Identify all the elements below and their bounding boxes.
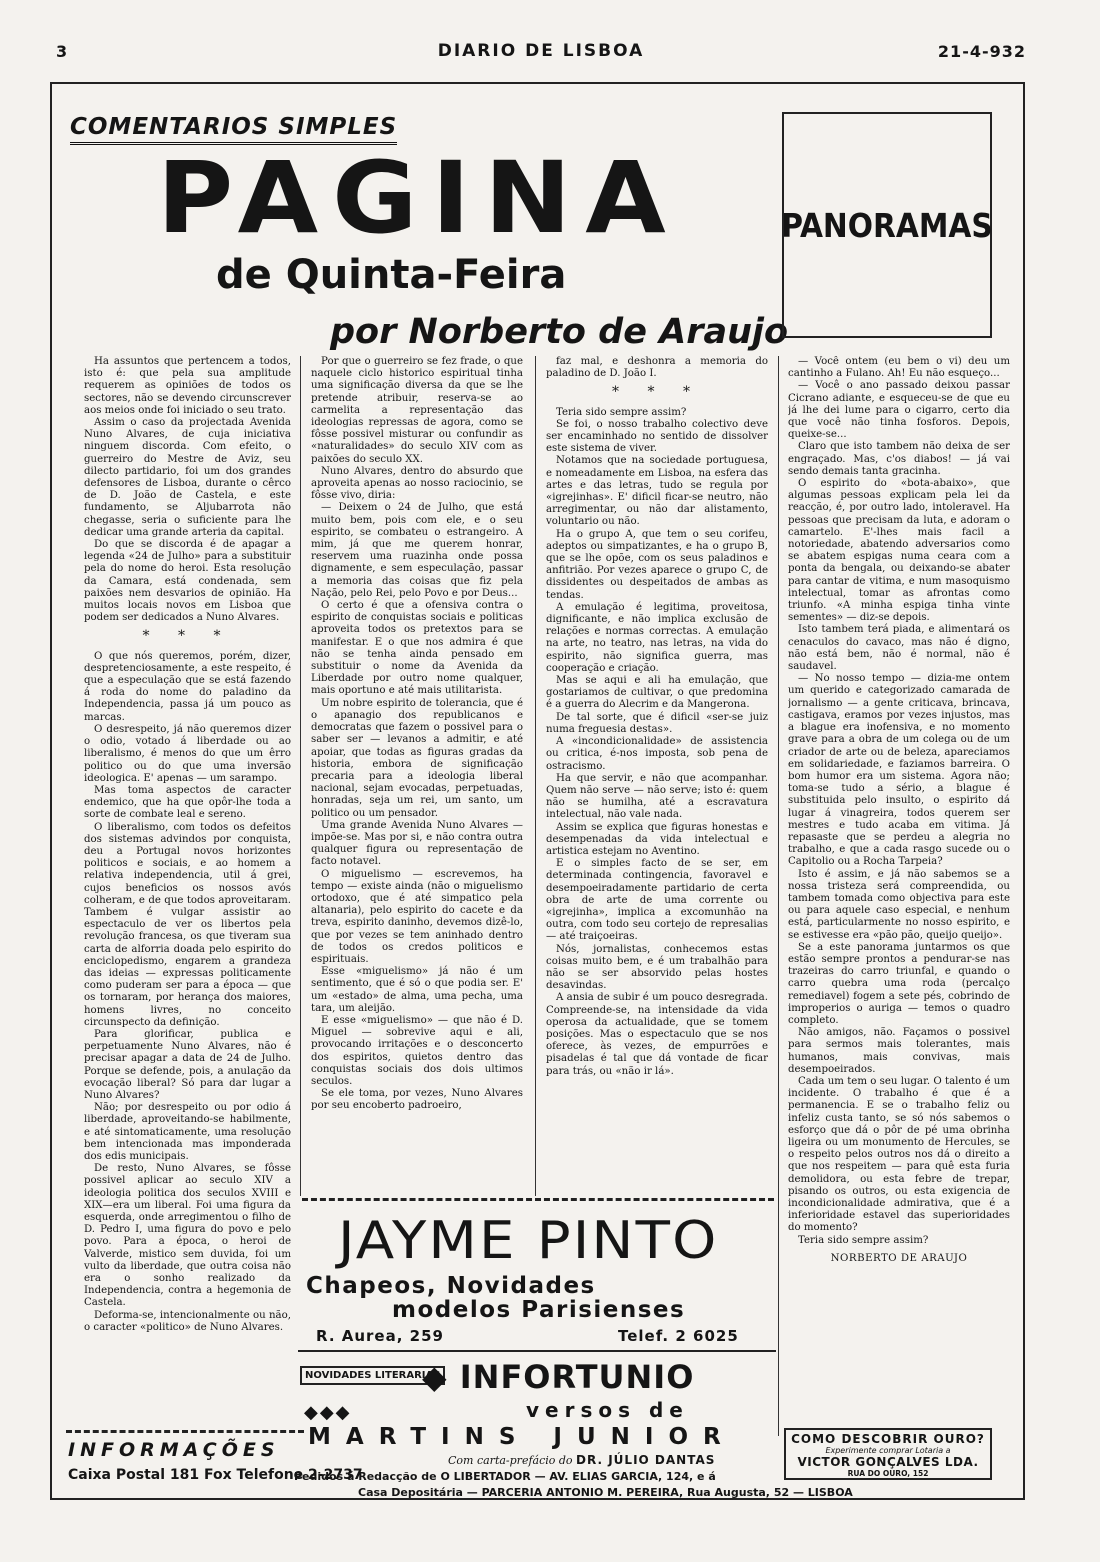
paragraph: Isto tambem terá piada, e alimentará os cenaculos do cavaco, mas não é digno, não está bem, não é normal, não é saudavel.: [788, 624, 1010, 673]
article-frame: [50, 82, 1025, 1500]
masthead: DIARIO DE LISBOA: [437, 41, 645, 61]
paragraph: Deforma-se, intencionalmente ou não, o caracter «politico» de Nuno Alvares.: [84, 1309, 291, 1333]
paragraph: Teria sido sempre assim?: [556, 406, 687, 418]
book-title: ◆ INFORTUNIO: [422, 1358, 695, 1396]
paragraph: O espirito do «bota-abaixo», que algumas pessoas explicam pela lei da reacção, é, por outro lado, intoleravel. Ha pessoas que precisam da luta, e adoram o camartelo. E'-lhes mais facil a notoriedade, abatendo adversarios como se abatem espigas numa ceara com a ponta da bengala, ou deixando-se abater para cantar de vitima, e num masoquismo intelectual, tomar as afrontas como triunfo. «A minha espiga tinha vinte sementes» — diz-se depois.: [788, 478, 1010, 624]
panoramas-box: [782, 112, 992, 338]
paragraph: Notamos que na sociedade portuguesa, e nomeadamente em Lisboa, na esfera das artes e das letras, tudo se regula por «igrejinhas». E' dificil ficar-se neutro, não arregimentar, ou não dar alistamento, voluntario ou não.: [546, 455, 768, 528]
paragraph: Para glorificar, publica e perpetuamente Nuno Alvares, não é precisar apagar a data de 24 de Julho. Porque se defende, pois, a anulação da evocação liberal? Só para dar lugar a Nuno Alvares?: [84, 1028, 291, 1101]
paragraph: — No nosso tempo — dizia-me ontem um querido e categorizado camarada de jornalismo — a gente criticava, brincava, castigava, eramos por vezes injustos, mas a blague era inofensiva, e no momento grave para a obra de um colega ou de um criador de arte ou de beleza, apareciamos em solidariedade, e faziamos barreira. O bom humor era um sistema. Agora não; toma-se tudo a sério, a blague é substituida pelo insulto, o espirito dá lugar á vinagreira, todos querem ser mestres e tudo acaba em vitima. Já repasaste que se perdeu a alegria no trabalho, e que a cada rasgo sucede ou o Capitolio ou a Rocha Tarpeia?: [788, 673, 1010, 868]
ad-orders-line: Pedidos á Redacção de O LIBERTADOR — AV. ELIAS GARCIA, 124, e á: [294, 1470, 716, 1483]
ad-brand-name: JAYME PINTO: [338, 1211, 719, 1271]
paragraph: A «incondicionalidade» de assistencia ou critica, é-nos imposta, sob pena de ostracismo.: [546, 736, 768, 772]
paragraph: Ha que servir, e não que acompanhar. Quem não serve — não serve; isto é: quem não se humilha, até a escravatura intelectual, não vale nada.: [546, 772, 768, 821]
panoramas-label: PANORAMAS: [781, 205, 993, 245]
paragraph: Isto é assim, e já não sabemos se a nossa tristeza será compreendida, ou tambem tomada como objectiva para este ou para aquele caso especial, e nenhum está, particularmente no nosso espirito, e se estivesse era «pão pão, queijo queijo».: [788, 868, 1010, 941]
lottery-ad: [784, 1428, 992, 1480]
ad-address: RUA DO OURO, 152: [847, 1469, 929, 1478]
ad-tag: NOVIDADES LITERARIAS: [300, 1366, 445, 1385]
paragraph: Não amigos, não. Façamos o possivel para sermos mais tolerantes, mais humanos, mais convivas, mais desempoeirados.: [788, 1027, 1010, 1075]
paragraph: O desrespeito, já não queremos dizer o odio, votado á liberdade ou ao liberalismo, é menos do que um êrro politico ou do que uma inversão ideologica. E' apenas — um sarampo.: [84, 723, 291, 784]
column-rule: [300, 356, 301, 1196]
ad-address: R. Aurea, 259: [316, 1327, 444, 1345]
book-subtitle: versos de: [526, 1398, 689, 1422]
paragraph: Assim o caso da projectada Avenida Nuno Alvares, de cuja iniciativa ninguem discorda. Com efeito, o guerreiro do Mestre de Aviz, seu dilecto partidario, foi um dos grandes defensores de Lisboa, durante o cêrco de D. João de Castela, e este fundamento, se Aljubarrota não chegasse, seria o suficiente para lhe dedicar uma grande arteria da capital.: [84, 417, 291, 538]
paragraph: E o simples facto de se ser, em determinada contingencia, favoravel e desempoeiradamente partidario de certa obra de arte de uma corrente ou «igrejinha», implica a excomunhão na outra, com todo seu cortejo de represalias — até traiçoeiras.: [546, 858, 768, 943]
article-column-4: [788, 356, 1010, 1416]
author-signature: NORBERTO DE ARAUJO: [830, 1252, 968, 1264]
section-kicker: COMENTARIOS SIMPLES: [70, 114, 397, 145]
paragraph: De tal sorte, que é dificil «ser-se juiz numa freguesia destas».: [546, 711, 768, 735]
article-column-3: [546, 356, 768, 1191]
paragraph: O liberalismo, com todos os defeitos dos sistemas advindos por conquista, deu a Portugal novos horizontes politicos e sociais, e ao homem a relativa independencia, util á grei, cujos beneficios os nossos avós colheram, e de que todos aproveitaram. Tambem é vulgar assistir ao espectaculo de ver os libertos pela revolução francesa, os que tiveram sua carta de alforria doada pelo espirito do enciclopedismo, engarem a grandeza das ideias — expressas politicamente como puderam ser para a época — que os tornaram, por herança dos maiores, homens livres, no conceito circunspecto da definição.: [84, 821, 291, 1028]
paragraph: Se a este panorama juntarmos os que estão sempre prontos a pendurar-se nas trazeiras do carro triunfal, e quando o carro quebra uma roda (percalço remediavel) fogem a sete pés, cobrindo de improperios o auriga — temos o quadro completo.: [788, 941, 1010, 1026]
headline: PAGINA: [157, 140, 680, 256]
paragraph: Teria sido sempre assim?: [798, 1234, 929, 1246]
paragraph: Nuno Alvares, dentro do absurdo que aproveita apenas ao nosso raciocinio, se fôsse vivo, diria:: [311, 465, 523, 502]
page-header: [56, 38, 1026, 68]
paragraph: Cada um tem o seu lugar. O talento é um incidente. O trabalho é que é a permanencia. E se o trabalho feliz ou infeliz custa tanto, se só nós sabemos o esforço que dá o pôr de pé uma obrinha ligeira ou um monumento de Hercules, se o respeito pelos outros nos dá o direito a que nos respeitem — para quê esta furia demolidora, ou esta febre de trepar, pisando os outros, ou esta exigencia de incondicionalidade admirativa, que é a inferioridade estavel das superioridades do momento?: [788, 1075, 1010, 1234]
paragraph: Claro que isto tambem não deixa de ser engraçado. Mas, c'os diabos! — já vai sendo demais tanta gracinha.: [788, 441, 1010, 477]
ad-line: Chapeos, Novidades: [306, 1273, 596, 1299]
paragraph: O que nós queremos, porém, dizer, despretenciosamente, a este respeito, é que a especulação que se está fazendo á roda do nome do paladino da Independencia, passa já um pouco as marcas.: [84, 650, 291, 723]
paragraph: A emulação é legitima, proveitosa, dignificante, e não implica exclusão de relações e normas correctas. A emulação na arte, no teatro, nas letras, na vida do espirito, não significa guerra, mas cooperação e criação.: [546, 601, 768, 674]
preface-prefix: Com carta-prefácio do: [448, 1454, 573, 1467]
paragraph: De resto, Nuno Alvares, se fôsse possivel aplicar ao seculo XIV a ideologia politica dos seculos XVIII e XIX—era um liberal. Foi uma figura da esquerda, onde arregimentou o filho de D. Pedro I, uma figura do povo e pelo povo. Para a época, o heroi de Valverde, mistico sem duvida, foi um vulto da liberdade, que outra coisa não era o sonho realizado da Independencia, contra a hegemonia de Castela.: [84, 1163, 291, 1309]
diamond-icon: ◆◆◆: [304, 1402, 352, 1423]
paragraph: — Você ontem (eu bem o vi) deu um cantinho a Fulano. Ah! Eu não esqueço...: [788, 356, 1010, 380]
column-rule: [535, 356, 536, 1196]
section-break: * * *: [612, 384, 702, 401]
ad-title: INFORMAÇÕES: [68, 1439, 280, 1461]
ad-phone: Telef. 2 6025: [618, 1327, 739, 1345]
paragraph: — Deixem o 24 de Julho, que está muito bem, pois com ele, e o seu espirito, se combateu o estrangeiro. A mim, já que me querem honrar, reservem uma ruazinha onde possa dignamente, e sem especulação, passar a memoria das coisas que fiz pela Nação, pelo Rei, pelo Povo e por Deus...: [311, 502, 523, 599]
ad-orders-line: Casa Depositária — PARCERIA ANTONIO M. PEREIRA, Rua Augusta, 52 — LISBOA: [358, 1486, 853, 1499]
article-column-1: [84, 356, 291, 1401]
paragraph: Por que o guerreiro se fez frade, o que naquele ciclo historico espiritual tinha uma significação diversa da que se lhe pretende atribuir, reserva-se ao carmelita a representação das ideologias repressas de agora, como se fôsse possivel misturar ou confundir as «naturalidades» do seculo XIV com as paixões do seculo XX.: [311, 356, 523, 465]
paragraph: faz mal, e deshonra a memoria do paladino de D. João I.: [546, 356, 768, 380]
preface-name: DR. JÚLIO DANTAS: [576, 1453, 716, 1467]
paragraph: Se foi, o nosso trabalho colectivo deve ser encaminhado no sentido de dissolver este sistema de viver.: [546, 418, 768, 455]
book-preface: [448, 1453, 715, 1467]
ad-line: modelos Parisienses: [392, 1297, 686, 1323]
paragraph: Mas toma aspectos de caracter endemico, que ha que opôr-lhe toda a sorte de combate leal e sereno.: [84, 784, 291, 821]
informacoes-ad: [66, 1430, 363, 1496]
paragraph: Uma grande Avenida Nuno Alvares — impõe-se. Mas por si, e não contra outra qualquer figura ou representação de facto notavel.: [311, 819, 523, 868]
paragraph: Se ele toma, por vezes, Nuno Alvares por seu encoberto padroeiro,: [311, 1088, 523, 1112]
paragraph: O certo é que a ofensiva contra o espirito de conquistas sociais e politicas aproveita todos os pretextos para se manifestar. E o que nos admira é que não se tenha ainda pensado em substituir o nome da Avenida da Liberdade por outro nome qualquer, mais oportuno e até mais utilitarista.: [311, 600, 523, 697]
paragraph: Um nobre espirito de tolerancia, que é o apanagio dos republicanos e democratas que fazem o possivel para o saber ser — levanos a admitir, e até apoiar, que todas as figuras gradas da historia, embora de significação precaria para a ideologia liberal nacional, sejam evocadas, perpetuadas, honradas, seja um rei, um santo, um politico ou um pensador.: [311, 697, 523, 819]
article-column-2: [311, 356, 523, 1191]
paragraph: Do que se discorda é de apagar a legenda «24 de Julho» para a substituir pela do nome do heroi. Esta resolução da Camara, está condenada, sem paixões nem desvarios de opinião. Ha muitos locais novos em Lisboa que podem ser dedicados a Nuno Alvares.: [84, 539, 291, 624]
infortunio-ad: [294, 1350, 853, 1500]
paragraph: Nós, jornalistas, conhecemos estas coisas muito bem, e é um trabalhão para não se ser absorvido pelas hostes desavindas.: [546, 943, 768, 992]
ad-vendor: VICTOR GONÇALVES LDA.: [797, 1455, 979, 1469]
paragraph: Esse «miguelismo» já não é um sentimento, que é só o que podia ser. E' um «estado» de alma, uma pecha, uma tara, um aleijão.: [311, 966, 523, 1014]
book-author: MARTINS JUNIOR: [308, 1424, 736, 1450]
ad-line: Experimente comprar Lotaria a: [825, 1446, 951, 1455]
paragraph: E esse «miguelismo» — que não é D. Miguel — sobrevive aqui e ali, provocando irritações e o desconcerto dos espiritos, quietos dentro das conquistas sociais dos dois ultimos seculos.: [311, 1014, 523, 1087]
jayme-pinto-ad: [302, 1198, 774, 1350]
paragraph: O miguelismo — escrevemos, ha tempo — existe ainda (não o miguelismo ortodoxo, que é até simpatico pela altanaria), pelo espirito do cacete e da treva, espirito daninho, devemos dizê-lo, que por vezes se tem aninhado dentro de todos os credos politicos e espirituais.: [311, 868, 523, 965]
section-break: * * *: [142, 628, 233, 645]
issue-date: 21-4-932: [937, 42, 1026, 61]
paragraph: Assim se explica que figuras honestas e desempenadas da vida intelectual e artistica estejam no Aventino.: [546, 821, 768, 857]
paragraph: Ha o grupo A, que tem o seu corifeu, adeptos ou simpatizantes, e ha o grupo B, que se lhe opõe, com os seus paladinos e anfitrião. Por vezes aparece o grupo C, de dissidentes ou despeitados de ambas as tendas.: [546, 528, 768, 601]
paragraph: Mas se aqui e ali ha emulação, que gostariamos de cultivar, o que predomina é a guerra do Alecrim e da Mangerona.: [546, 675, 768, 711]
ad-question: COMO DESCOBRIR OURO?: [791, 1432, 985, 1446]
paragraph: Ha assuntos que pertencem a todos, isto é: que pela sua amplitude requerem as opiniões de todos os sectores, não se devendo circunscrever aos meios onde foi iniciado o seu trato.: [84, 356, 291, 416]
subheadline: de Quinta-Feira: [216, 252, 567, 298]
byline: por Norberto de Araujo: [330, 312, 789, 352]
paragraph: — Você o ano passado deixou passar Cicrano adiante, e esqueceu-se de que eu já lhe dei lume para o cigarro, certo dia que você não tinha fosforos. Depois, queixe-se...: [788, 380, 1010, 441]
column-rule: [778, 356, 779, 1436]
ad-contact-line: Caixa Postal 181 Fox Telefone 2-2737: [68, 1467, 363, 1483]
page-number: 3: [56, 42, 68, 61]
paragraph: Não; por desrespeito ou por odio á liberdade, aproveitando-se habilmente, e até sintomaticamente, uma resolução bem intencionada mas imponderada dos edis municipais.: [84, 1102, 291, 1162]
paragraph: A ansia de subir é um pouco desregrada. Compreende-se, na intensidade da vida operosa da actualidade, que se tomem posições. Mas o espectaculo que se nos oferece, às vezes, de empurrões e pisadelas é tal que dá vontade de ficar para trás, ou «não ir lá».: [546, 992, 768, 1077]
